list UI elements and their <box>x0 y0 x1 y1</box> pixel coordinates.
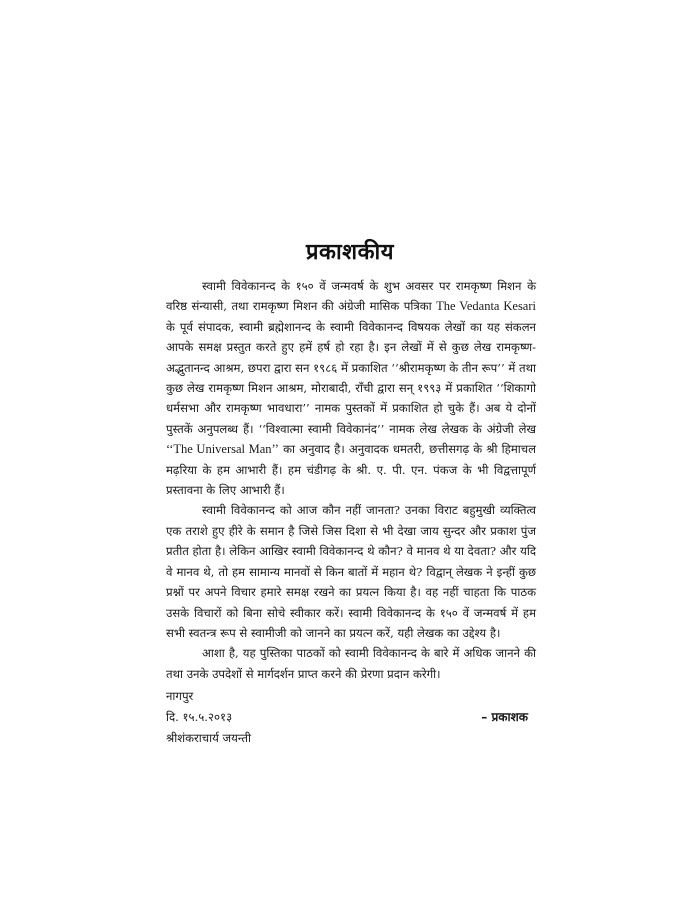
paragraph-1 <box>166 276 536 500</box>
date: दि. १५.५.२०१३ <box>166 710 233 724</box>
place: नागपुर <box>166 689 194 703</box>
page-title: प्रकाशकीय <box>306 240 394 265</box>
signature-block <box>166 686 536 749</box>
publisher-note-body <box>166 276 536 684</box>
occasion: श्रीशंकराचार्य जयन्ती <box>166 731 252 745</box>
paragraph-1-part-2: के पूर्व संपादक, स्वामी ब्रह्मेशानन्द के स्वामी विवेकानन्द विषयक लेखों का यह संकलन आपके समक्ष प्रस्तुत करते हुए हमें हर्ष हो रहा है। इन लेखों में से कुछ लेख रामकृष्ण-अद्भुतानन्द आश्रम, छपरा द्वारा सन १९८६ में प्रकाशित ‘‘श्रीरामकृष्ण के तीन रूप’’ में तथा कुछ लेख रामकृष्ण मिशन आश्रम, मोराबादी, राँची द्वारा सन् १९९३ में प्रकाशित ‘‘शिकागो धर्मसभा और रामकृष्ण भावधारा’’ नामक पुस्तकों में प्रकाशित हो चुके हैं। अब ये दोनों पुस्तकें अनुपलब्ध हैं। ‘‘विश्वात्मा स्वामी विवेकानंद’’ नामक लेख लेखक के अंग्रेजी लेख <box>166 319 536 436</box>
date-signature-row <box>166 707 536 728</box>
paragraph-3: आशा है, यह पुस्तिका पाठकों को स्वामी विवेकानन्द के बारे में अधिक जानने की तथा उनके उपदेशों से मार्गदर्शन प्राप्त करने की प्रेरणा प्रदान करेगी। <box>166 646 536 681</box>
paragraph-1-part-3: का अनुवाद है। अनुवादक धमतरी, छत्तीसगढ़ के श्री हिमाचल मढ़रिया के हम आभारी हैं। हम चंडीगढ़ के श्री. ए. पी. एन. पंकज के भी विद्वत्तापूर्ण प्रस्तावना के लिए आभारी हैं। <box>166 442 536 498</box>
paragraph-2: स्वामी विवेकानन्द को आज कौन नहीं जानता? उनका विराट बहुमुखी व्यक्तित्व एक तराशे हुए हीरे के समान है जिसे जिस दिशा से भी देखा जाय सुन्दर और प्रकाश पुंज प्रतीत होता है। लेकिन आखिर स्वामी विवेकानन्द थे कौन? वे मानव थे या देवता? और यदि वे मानव थे, तो हम सामान्य मानवों से किन बातों में महान थे? विद्वान् लेखक ने इन्हीं कुछ प्रश्नों पर अपने विचार हमारे समक्ष रखने का प्रयत्न किया है। वह नहीं चाहता कि पाठक उसके विचारों को बिना सोचे स्वीकार करें। स्वामी विवेकानन्द के १५० वें जन्मवर्ष में हम सभी स्वतन्त्र रूप से स्वामीजी को जानने का प्रयत्न करें, यही लेखक का उद्देश्य है। <box>166 503 536 640</box>
publisher-signature: – प्रकाशक <box>481 710 528 724</box>
english-title-universal-man: ‘‘The Universal Man’’ <box>166 442 279 457</box>
paragraph-1-part-1: स्वामी विवेकानन्द के १५० वें जन्मवर्ष के शुभ अवसर पर रामकृष्ण मिशन के वरिष्ठ संन्यासी, तथा रामकृष्ण मिशन की अंग्रेजी मासिक पत्रिका <box>166 279 536 314</box>
english-title-vedanta-kesari: The Vedanta Kesari <box>436 299 536 314</box>
